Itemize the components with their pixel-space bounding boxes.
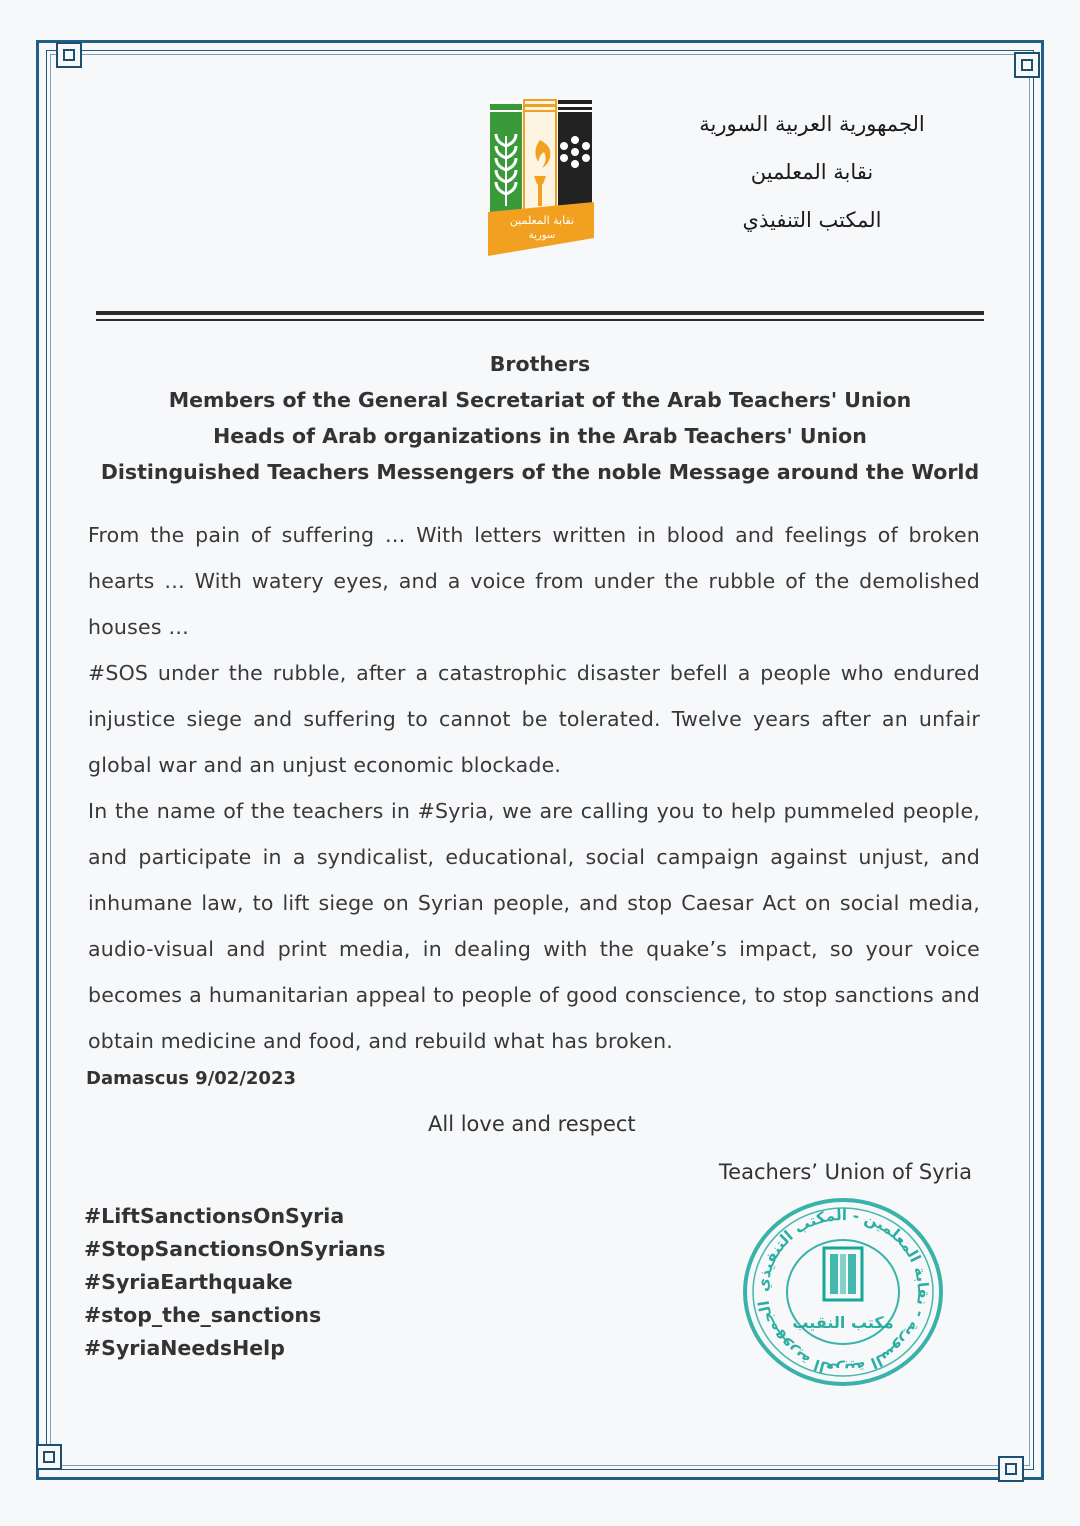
hashtag: #SyriaEarthquake [84, 1270, 293, 1294]
logo-text: نقابة المعلمين [509, 214, 575, 227]
signature-line: Teachers’ Union of Syria [718, 1160, 972, 1184]
arabic-letterhead [682, 100, 942, 244]
salutation-line: Heads of Arab organizations in the Arab Teachers' Union [213, 424, 867, 448]
closing-line: All love and respect [428, 1112, 636, 1136]
letterhead-line: نقابة المعلمين [750, 160, 874, 184]
border-corner-ornament [1014, 52, 1040, 78]
border-corner-ornament [998, 1456, 1024, 1482]
header-divider [96, 311, 984, 315]
border-corner-ornament [36, 1444, 62, 1470]
salutation-line: Brothers [489, 352, 591, 376]
stamp-ring-text: الجمهورية العربية السورية - نقابة المعلمين - المكتب التنفيذي [753, 1205, 933, 1379]
teachers-union-logo [486, 96, 596, 258]
body-paragraph: From the pain of suffering … With letters written in blood and feelings of broken hearts … With watery eyes, and a voice from under the rubble of the demolished houses … [88, 523, 980, 639]
border-corner-ornament [56, 42, 82, 68]
header-divider-thin [96, 319, 984, 321]
letterhead-line: الجمهورية العربية السورية [699, 112, 925, 136]
date-line: Damascus 9/02/2023 [86, 1068, 296, 1089]
letter-body [88, 512, 980, 1064]
hashtag: #SyriaNeedsHelp [84, 1336, 285, 1360]
salutation-block [96, 346, 984, 490]
hashtag: #LiftSanctionsOnSyria [84, 1204, 345, 1228]
body-paragraph: #SOS under the rubble, after a catastrophic disaster befell a people who endured injustice siege and suffering to cannot be tolerated. Twelve years after an unfair global war and an unjust economic blockade. [88, 661, 980, 777]
salutation-line: Members of the General Secretariat of the Arab Teachers' Union [168, 388, 912, 412]
letterhead-line: المكتب التنفيذي [742, 208, 882, 232]
hashtag: #StopSanctionsOnSyrians [84, 1237, 386, 1261]
hashtag: #stop_the_sanctions [84, 1303, 322, 1327]
stamp-center-text: مكتب النقيب [792, 1313, 894, 1332]
body-paragraph: In the name of the teachers in #Syria, we are calling you to help pummeled people, and participate in a syndicalist, educational, social campaign against unjust, and inhumane law, to lift siege on Syrian people, and stop Caesar Act on social media, audio-visual and print media, in dealing with the quake’s impact, so your voice becomes a humanitarian appeal to people of good conscience, to stop sanctions and obtain medicine and food, and rebuild what has broken. [88, 799, 980, 1053]
official-stamp [740, 1194, 946, 1390]
logo-text: سورية [528, 230, 556, 241]
salutation-line: Distinguished Teachers Messengers of the noble Message around the World [100, 460, 980, 484]
hashtag-list [84, 1200, 385, 1365]
